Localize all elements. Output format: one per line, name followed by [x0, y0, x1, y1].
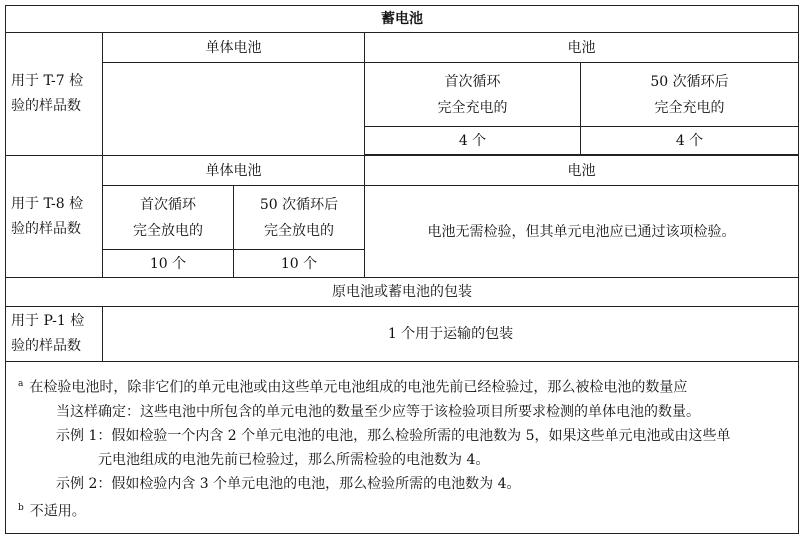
t7-label-line1: 用于 T-7 检	[11, 73, 84, 89]
example1-line2: 元电池组成的电池先前已检验过，那么所需检验的电池数为 4。	[98, 451, 490, 468]
t7-label	[6, 33, 103, 156]
t8-col1-value: 10 个	[103, 250, 234, 278]
p1-label	[6, 307, 103, 362]
battery-test-table-wrapper	[5, 5, 798, 534]
packaging-header: 原电池或蓄电池的包装	[6, 278, 799, 307]
example1-line1: 示例 1：假如检验一个内含 2 个单元电池的电池，那么检验所需的电池数为 5，如果这些单元电池或由这些单	[56, 427, 731, 444]
footnote-b-text: 不适用。	[29, 503, 86, 520]
t8-label-line1: 用于 T-8 检	[11, 195, 84, 212]
t8-col1-line1: 首次循环	[140, 196, 196, 213]
t7-cell-empty	[103, 63, 365, 156]
t7-col2-value: 4 个	[581, 127, 799, 155]
t8-col1-desc	[103, 186, 234, 250]
t8-label-line2: 验的样品数	[11, 220, 81, 237]
t8-col2-desc	[234, 186, 365, 250]
t7-cell-header: 单体电池	[103, 33, 365, 63]
t8-col2-line2: 完全放电的	[264, 222, 334, 239]
t7-col1-desc	[365, 63, 581, 127]
footnotes	[6, 362, 799, 534]
footnote-a-text1: 在检验电池时，除非它们的单元电池或由这些单元电池组成的电池先前已经检验过，那么被检电池的数量应	[29, 379, 688, 396]
t7-col1-line1: 首次循环	[444, 73, 501, 90]
t7-col2-desc	[581, 63, 799, 127]
t8-col1-line2: 完全放电的	[133, 222, 203, 239]
example2: 示例 2：假如检验内含 3 个单元电池的电池，那么检验所需的电池数为 4。	[56, 475, 521, 492]
p1-value: 1 个用于运输的包装	[103, 307, 799, 362]
t7-battery-header: 电池	[365, 33, 799, 63]
t8-cell-header: 单体电池	[103, 156, 365, 186]
battery-test-table	[5, 5, 799, 534]
t7-col1-line2: 完全充电的	[437, 99, 508, 116]
t8-col2-line1: 50 次循环后	[259, 196, 339, 213]
t7-col2-line1: 50 次循环后	[650, 73, 729, 90]
footnote-a-line2: 当这样确定：这些电池中所包含的单元电池的数量至少应等于该检验项目所要求检测的单体电池的数量。	[56, 403, 700, 420]
t8-battery-header: 电池	[365, 156, 799, 186]
t8-col2-value: 10 个	[234, 250, 365, 278]
t8-label	[6, 156, 103, 278]
p1-label-line1: 用于 P-1 检	[11, 313, 85, 329]
header-secondary-battery: 蓄电池	[6, 6, 799, 33]
t7-col2-line2: 完全充电的	[654, 99, 725, 116]
t7-col1-value: 4 个	[365, 127, 581, 155]
t8-battery-note: 电池无需检验，但其单元电池应已通过该项检验。	[365, 186, 799, 278]
footnote-b	[18, 496, 786, 524]
t7-label-line2: 验的样品数	[11, 98, 81, 114]
footnote-a-line1	[18, 372, 786, 400]
footnote-b-mark: b	[18, 502, 24, 513]
p1-label-line2: 验的样品数	[11, 338, 81, 354]
footnote-a-mark: a	[18, 379, 24, 389]
